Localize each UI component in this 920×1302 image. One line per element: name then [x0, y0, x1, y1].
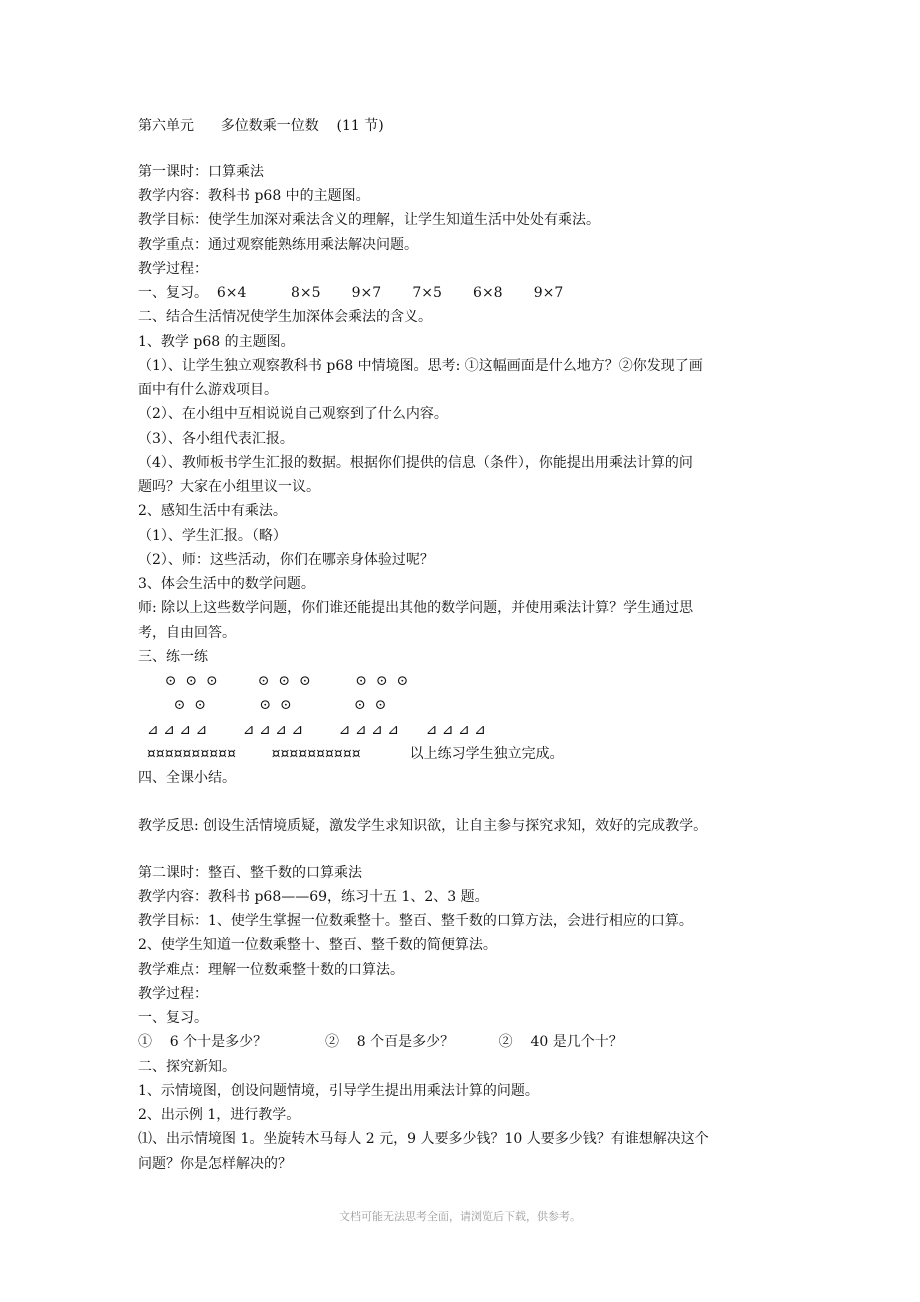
- lesson1-step1b: （2）、在小组中互相说说自己观察到了什么内容。: [138, 406, 448, 422]
- lesson1-step3a-line1: 师: 除以上这些数学问题，你们谁还能提出其他的数学问题，并使用乘法计算？学生通过思: [138, 600, 694, 616]
- lesson1-part2: 二、结合生活情况使学生加深体会乘法的含义。: [138, 309, 432, 325]
- lesson2-step2: 2、出示例 1，进行教学。: [138, 1107, 301, 1123]
- lesson1-goal: 教学目标：使学生加深对乘法含义的理解，让学生知道生活中处处有乘法。: [138, 212, 600, 228]
- unit-title: 第六单元 多位数乘一位数 (11 节): [138, 118, 384, 134]
- lesson1-content: 教学内容：教科书 p68 中的主题图。: [138, 188, 370, 204]
- exercise-triangles-row: ⊿ ⊿ ⊿ ⊿ ⊿ ⊿ ⊿ ⊿ ⊿ ⊿ ⊿ ⊿ ⊿ ⊿ ⊿ ⊿: [138, 722, 486, 738]
- lesson2-step1: 1、示情境图，创设问题情境，引导学生提出用乘法计算的问题。: [138, 1083, 539, 1099]
- lesson2-review-questions: ① 6 个十是多少？ ② 8 个百是多少？ ② 40 是几个十？: [138, 1034, 623, 1050]
- lesson1-title: 第一课时：口算乘法: [138, 164, 264, 180]
- lesson1-reflection: 教学反思: 创设生活情境质疑，激发学生求知识欲，让自主参与探究求知，效好的完成教学。: [138, 818, 708, 834]
- lesson1-step1c: （3）、各小组代表汇报。: [138, 431, 294, 447]
- lesson1-step1a-line1: （1）、让学生独立观察教科书 p68 中情境图。思考: ①这幅画面是什么地方？②你发现了画: [138, 358, 703, 374]
- lesson1-step1: 1、教学 p68 的主题图。: [138, 334, 295, 350]
- lesson2-content: 教学内容：教科书 p68——69，练习十五 1、2、3 题。: [138, 889, 489, 905]
- lesson1-step1d-line1: （4）、教师板书学生汇报的数据。根据你们提供的信息（条件），你能提出用乘法计算的问: [138, 455, 693, 471]
- lesson1-part3: 三、练一练: [138, 649, 208, 665]
- lesson2-goal-line2: 2、使学生知道一位数乘整十、整百、整千数的简便算法。: [138, 937, 497, 953]
- lesson1-step3: 3、体会生活中的数学问题。: [138, 576, 315, 592]
- lesson1-process: 教学过程：: [138, 261, 208, 277]
- lesson2-step2a-line2: 问题？你是怎样解决的？: [138, 1156, 292, 1172]
- lesson2-process: 教学过程：: [138, 986, 208, 1002]
- lesson1-step3a-line2: 考，自由回答。: [138, 625, 236, 641]
- lesson1-step2b: （2）、师：这些活动，你们在哪亲身体验过呢？: [138, 552, 434, 568]
- exercise-symbols-row: ¤¤¤¤¤¤¤¤¤¤ ¤¤¤¤¤¤¤¤¤¤ 以上练习学生独立完成。: [138, 746, 564, 762]
- lesson1-part4: 四、全课小结。: [138, 770, 236, 786]
- page-footer: 文档可能无法思考全面，请浏览后下载，供参考。: [339, 1210, 581, 1223]
- lesson2-goal-line1: 教学目标：1、使学生掌握一位数乘整十。整百、整千数的口算方法，会进行相应的口算。: [138, 913, 693, 929]
- lesson2-difficulty: 教学难点：理解一位数乘整十数的口算法。: [138, 962, 404, 978]
- lesson2-part2: 二、探究新知。: [138, 1059, 236, 1075]
- exercise-circles-row1: ⊙ ⊙ ⊙ ⊙ ⊙ ⊙ ⊙ ⊙ ⊙: [138, 673, 409, 689]
- lesson1-step1a-line2: 面中有什么游戏项目。: [138, 382, 278, 398]
- lesson2-title: 第二课时：整百、整千数的口算乘法: [138, 865, 362, 881]
- lesson1-step1d-line2: 题吗？大家在小组里议一议。: [138, 479, 320, 495]
- lesson1-step2: 2、感知生活中有乘法。: [138, 503, 287, 519]
- lesson1-review: 一、复习。 6×4 8×5 9×7 7×5 6×8 9×7: [138, 285, 564, 301]
- lesson2-step2a-line1: ⑴、出示情境图 1。坐旋转木马每人 2 元，9 人要多少钱？10 人要多少钱？有谁想解决这个: [138, 1131, 709, 1147]
- lesson1-key: 教学重点：通过观察能熟练用乘法解决问题。: [138, 237, 418, 253]
- lesson2-review: 一、复习。: [138, 1010, 208, 1026]
- exercise-circles-row2: ⊙ ⊙ ⊙ ⊙ ⊙ ⊙: [138, 697, 387, 713]
- lesson1-step2a: （1）、学生汇报。（略）: [138, 528, 287, 544]
